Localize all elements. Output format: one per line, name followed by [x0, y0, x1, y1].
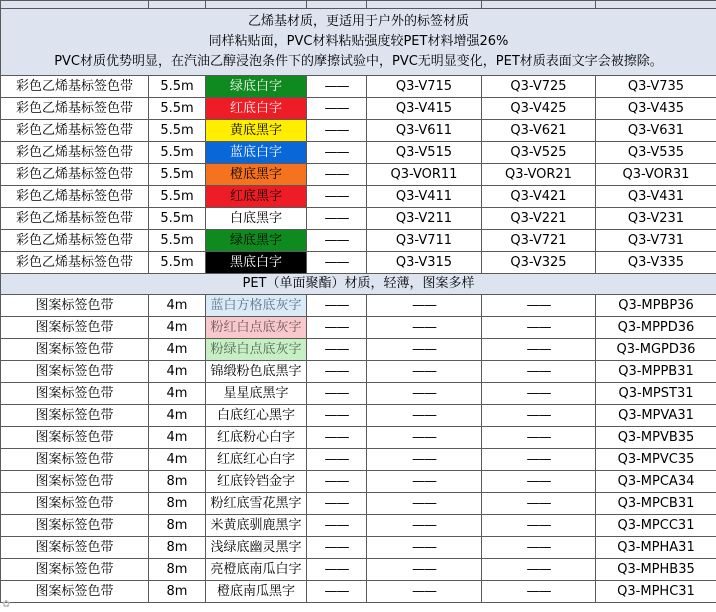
model-col-1-cell: ——: [307, 76, 367, 98]
pet-table-row: [1, 493, 716, 515]
product-name-cell: 图案标签色带: [1, 449, 149, 471]
pet-table-row: [1, 295, 716, 317]
vinyl-info-line-3: PVC材质优势明显，在汽油乙醇浸泡条件下的摩擦试验中，PVC无明显变化，PET材质表面文字会被擦除。: [54, 54, 663, 69]
model-col-3-cell: ——: [482, 515, 596, 537]
vinyl-table-row: [1, 120, 716, 142]
length-cell: 4m: [149, 361, 206, 383]
top-cell: [367, 1, 482, 9]
color-swatch-cell: 亮橙底南瓜白字: [206, 559, 307, 581]
model-col-4-cell: Q3-V335: [596, 252, 716, 274]
model-col-4-cell: Q3-MPHB35: [596, 559, 716, 581]
color-swatch-cell: 橙底南瓜黑字: [206, 581, 307, 603]
top-cell: [596, 1, 716, 9]
product-name-cell: 图案标签色带: [1, 581, 149, 603]
product-name-cell: 图案标签色带: [1, 559, 149, 581]
table-top-row: [1, 1, 716, 9]
model-col-4-cell: Q3-MPPD36: [596, 317, 716, 339]
model-col-3-cell: ——: [482, 449, 596, 471]
model-col-4-cell: Q3-MPST31: [596, 383, 716, 405]
length-cell: 4m: [149, 295, 206, 317]
length-cell: 4m: [149, 405, 206, 427]
length-cell: 8m: [149, 471, 206, 493]
vinyl-table-row: [1, 98, 716, 120]
model-col-4-cell: Q3-V735: [596, 76, 716, 98]
model-col-4-cell: Q3-MPCA34: [596, 471, 716, 493]
vinyl-info-line-1: 乙烯基材质，更适用于户外的标签材质: [247, 14, 469, 29]
model-col-1-cell: ——: [307, 581, 367, 603]
length-cell: 8m: [149, 581, 206, 603]
length-cell: 5.5m: [149, 98, 206, 120]
model-col-3-cell: Q3-V525: [482, 142, 596, 164]
color-swatch-cell: 锦缎粉色底黑字: [206, 361, 307, 383]
top-cell: [149, 1, 206, 9]
color-swatch-cell: 黑底白字: [206, 252, 307, 274]
length-cell: 4m: [149, 427, 206, 449]
product-name-cell: 图案标签色带: [1, 427, 149, 449]
color-swatch-cell: 绿底白字: [206, 76, 307, 98]
model-col-2-cell: Q3-VOR11: [367, 164, 482, 186]
model-col-1-cell: ——: [307, 361, 367, 383]
model-col-2-cell: Q3-V715: [367, 76, 482, 98]
product-name-cell: 图案标签色带: [1, 361, 149, 383]
top-cell: [482, 1, 596, 9]
product-name-cell: 彩色乙烯基标签色带: [1, 230, 149, 252]
model-col-2-cell: ——: [367, 339, 482, 361]
model-col-4-cell: Q3-V431: [596, 186, 716, 208]
model-col-3-cell: ——: [482, 317, 596, 339]
model-col-1-cell: ——: [307, 186, 367, 208]
color-swatch-cell: 粉绿白点底灰字: [206, 339, 307, 361]
color-swatch-cell: 白底红心黑字: [206, 405, 307, 427]
vinyl-info-row: [1, 9, 716, 76]
model-col-1-cell: ——: [307, 471, 367, 493]
model-col-4-cell: Q3-MPCC31: [596, 515, 716, 537]
model-col-4-cell: Q3-V535: [596, 142, 716, 164]
product-name-cell: 图案标签色带: [1, 515, 149, 537]
product-name-cell: 彩色乙烯基标签色带: [1, 186, 149, 208]
model-col-2-cell: Q3-V415: [367, 98, 482, 120]
length-cell: 5.5m: [149, 186, 206, 208]
model-col-4-cell: Q3-VOR31: [596, 164, 716, 186]
model-col-4-cell: Q3-V631: [596, 120, 716, 142]
model-col-1-cell: ——: [307, 142, 367, 164]
model-col-1-cell: ——: [307, 98, 367, 120]
color-swatch-cell: 红底粉心白字: [206, 427, 307, 449]
length-cell: 5.5m: [149, 164, 206, 186]
color-swatch-cell: 米黄底驯鹿黑字: [206, 515, 307, 537]
vinyl-table-row: [1, 142, 716, 164]
pet-table-row: [1, 339, 716, 361]
color-swatch-cell: 星星底黑字: [206, 383, 307, 405]
model-col-4-cell: Q3-MPCB31: [596, 493, 716, 515]
color-swatch-cell: 橙底黑字: [206, 164, 307, 186]
model-col-3-cell: Q3-V325: [482, 252, 596, 274]
color-swatch-cell: 粉红底雪花黑字: [206, 493, 307, 515]
length-cell: 4m: [149, 383, 206, 405]
pet-table-row: [1, 515, 716, 537]
model-col-2-cell: ——: [367, 295, 482, 317]
model-col-4-cell: Q3-V731: [596, 230, 716, 252]
model-col-3-cell: Q3-V725: [482, 76, 596, 98]
pet-section-title: PET（单面聚酯）材质，轻薄，图案多样: [1, 274, 716, 295]
model-col-3-cell: ——: [482, 427, 596, 449]
model-col-2-cell: Q3-V315: [367, 252, 482, 274]
top-cell: [1, 1, 149, 9]
product-name-cell: 图案标签色带: [1, 493, 149, 515]
color-swatch-cell: 红底黑字: [206, 186, 307, 208]
model-col-3-cell: Q3-V421: [482, 186, 596, 208]
color-swatch-cell: 白底黑字: [206, 208, 307, 230]
top-color-cell: [206, 1, 307, 9]
model-col-2-cell: ——: [367, 383, 482, 405]
model-col-3-cell: ——: [482, 493, 596, 515]
product-name-cell: 图案标签色带: [1, 295, 149, 317]
pet-table-row: [1, 581, 716, 603]
pet-table-row: [1, 449, 716, 471]
model-col-1-cell: ——: [307, 515, 367, 537]
model-col-3-cell: ——: [482, 405, 596, 427]
length-cell: 4m: [149, 339, 206, 361]
model-col-3-cell: Q3-V221: [482, 208, 596, 230]
model-col-3-cell: ——: [482, 471, 596, 493]
model-col-2-cell: ——: [367, 471, 482, 493]
model-col-1-cell: ——: [307, 295, 367, 317]
color-swatch-cell: 浅绿底幽灵黑字: [206, 537, 307, 559]
product-name-cell: 图案标签色带: [1, 339, 149, 361]
model-col-3-cell: ——: [482, 339, 596, 361]
model-col-4-cell: Q3-MPHA31: [596, 537, 716, 559]
model-col-1-cell: ——: [307, 317, 367, 339]
model-col-1-cell: ——: [307, 230, 367, 252]
color-swatch-cell: 绿底黑字: [206, 230, 307, 252]
model-col-1-cell: ——: [307, 493, 367, 515]
model-col-2-cell: Q3-V211: [367, 208, 482, 230]
model-col-1-cell: ——: [307, 208, 367, 230]
model-col-3-cell: Q3-V721: [482, 230, 596, 252]
length-cell: 4m: [149, 317, 206, 339]
color-swatch-cell: 蓝底白字: [206, 142, 307, 164]
product-name-cell: 图案标签色带: [1, 317, 149, 339]
model-col-1-cell: ——: [307, 120, 367, 142]
model-col-2-cell: ——: [367, 427, 482, 449]
product-name-cell: 图案标签色带: [1, 471, 149, 493]
vinyl-info-line-2: 同样粘贴面，PVC材料粘贴强度较PET材料增强26%: [208, 34, 509, 49]
product-name-cell: 图案标签色带: [1, 405, 149, 427]
model-col-4-cell: Q3-V231: [596, 208, 716, 230]
model-col-2-cell: ——: [367, 581, 482, 603]
model-col-4-cell: Q3-MPVC35: [596, 449, 716, 471]
vinyl-table-row: [1, 164, 716, 186]
vinyl-table-row: [1, 252, 716, 274]
model-col-3-cell: ——: [482, 537, 596, 559]
product-name-cell: 彩色乙烯基标签色带: [1, 208, 149, 230]
pet-table-row: [1, 383, 716, 405]
model-col-3-cell: Q3-V621: [482, 120, 596, 142]
model-col-4-cell: Q3-V435: [596, 98, 716, 120]
length-cell: 5.5m: [149, 142, 206, 164]
vinyl-table-row: [1, 208, 716, 230]
model-col-3-cell: ——: [482, 383, 596, 405]
model-col-2-cell: Q3-V515: [367, 142, 482, 164]
model-col-4-cell: Q3-MPVB35: [596, 427, 716, 449]
model-col-4-cell: Q3-MGPD36: [596, 339, 716, 361]
model-col-1-cell: ——: [307, 405, 367, 427]
watermark: ✿: [2, 599, 11, 610]
length-cell: 8m: [149, 559, 206, 581]
pet-table-row: [1, 361, 716, 383]
model-col-2-cell: ——: [367, 361, 482, 383]
color-swatch-cell: 粉红白点底灰字: [206, 317, 307, 339]
pet-table-row: [1, 317, 716, 339]
model-col-1-cell: ——: [307, 449, 367, 471]
vinyl-table-row: [1, 76, 716, 98]
length-cell: 4m: [149, 449, 206, 471]
model-col-3-cell: ——: [482, 361, 596, 383]
model-col-2-cell: ——: [367, 405, 482, 427]
color-swatch-cell: 红底红心白字: [206, 449, 307, 471]
pet-table-row: [1, 471, 716, 493]
pet-section-row: [1, 274, 716, 295]
color-swatch-cell: 蓝白方格底灰字: [206, 295, 307, 317]
model-col-3-cell: ——: [482, 295, 596, 317]
model-col-1-cell: ——: [307, 427, 367, 449]
model-col-3-cell: Q3-V425: [482, 98, 596, 120]
model-col-3-cell: ——: [482, 559, 596, 581]
color-swatch-cell: 红底铃铛金字: [206, 471, 307, 493]
model-col-3-cell: Q3-VOR21: [482, 164, 596, 186]
length-cell: 5.5m: [149, 76, 206, 98]
vinyl-table-row: [1, 230, 716, 252]
length-cell: 8m: [149, 537, 206, 559]
product-name-cell: 图案标签色带: [1, 383, 149, 405]
model-col-2-cell: ——: [367, 559, 482, 581]
vinyl-info-cell: [1, 9, 716, 76]
color-swatch-cell: 红底白字: [206, 98, 307, 120]
length-cell: 5.5m: [149, 208, 206, 230]
product-name-cell: 彩色乙烯基标签色带: [1, 164, 149, 186]
product-name-cell: 彩色乙烯基标签色带: [1, 76, 149, 98]
model-col-2-cell: ——: [367, 537, 482, 559]
product-name-cell: 彩色乙烯基标签色带: [1, 98, 149, 120]
length-cell: 5.5m: [149, 252, 206, 274]
model-col-2-cell: ——: [367, 493, 482, 515]
model-col-2-cell: Q3-V711: [367, 230, 482, 252]
model-col-1-cell: ——: [307, 252, 367, 274]
model-col-2-cell: ——: [367, 317, 482, 339]
top-cell: [307, 1, 367, 9]
product-name-cell: 彩色乙烯基标签色带: [1, 252, 149, 274]
model-col-4-cell: Q3-MPBP36: [596, 295, 716, 317]
length-cell: 5.5m: [149, 230, 206, 252]
pet-table-row: [1, 537, 716, 559]
vinyl-table-row: [1, 186, 716, 208]
pet-table-row: [1, 427, 716, 449]
model-col-2-cell: ——: [367, 449, 482, 471]
model-col-1-cell: ——: [307, 164, 367, 186]
model-col-2-cell: ——: [367, 515, 482, 537]
model-col-3-cell: ——: [482, 581, 596, 603]
model-col-1-cell: ——: [307, 383, 367, 405]
pet-table-row: [1, 559, 716, 581]
pet-table-row: [1, 405, 716, 427]
model-col-4-cell: Q3-MPPB31: [596, 361, 716, 383]
model-col-1-cell: ——: [307, 559, 367, 581]
color-swatch-cell: 黄底黑字: [206, 120, 307, 142]
product-name-cell: 图案标签色带: [1, 537, 149, 559]
product-name-cell: 彩色乙烯基标签色带: [1, 142, 149, 164]
model-col-2-cell: Q3-V611: [367, 120, 482, 142]
product-name-cell: 彩色乙烯基标签色带: [1, 120, 149, 142]
model-col-2-cell: Q3-V411: [367, 186, 482, 208]
model-col-1-cell: ——: [307, 537, 367, 559]
model-col-4-cell: Q3-MPVA31: [596, 405, 716, 427]
length-cell: 8m: [149, 493, 206, 515]
length-cell: 8m: [149, 515, 206, 537]
model-col-1-cell: ——: [307, 339, 367, 361]
length-cell: 5.5m: [149, 120, 206, 142]
model-col-4-cell: Q3-MPHC31: [596, 581, 716, 603]
